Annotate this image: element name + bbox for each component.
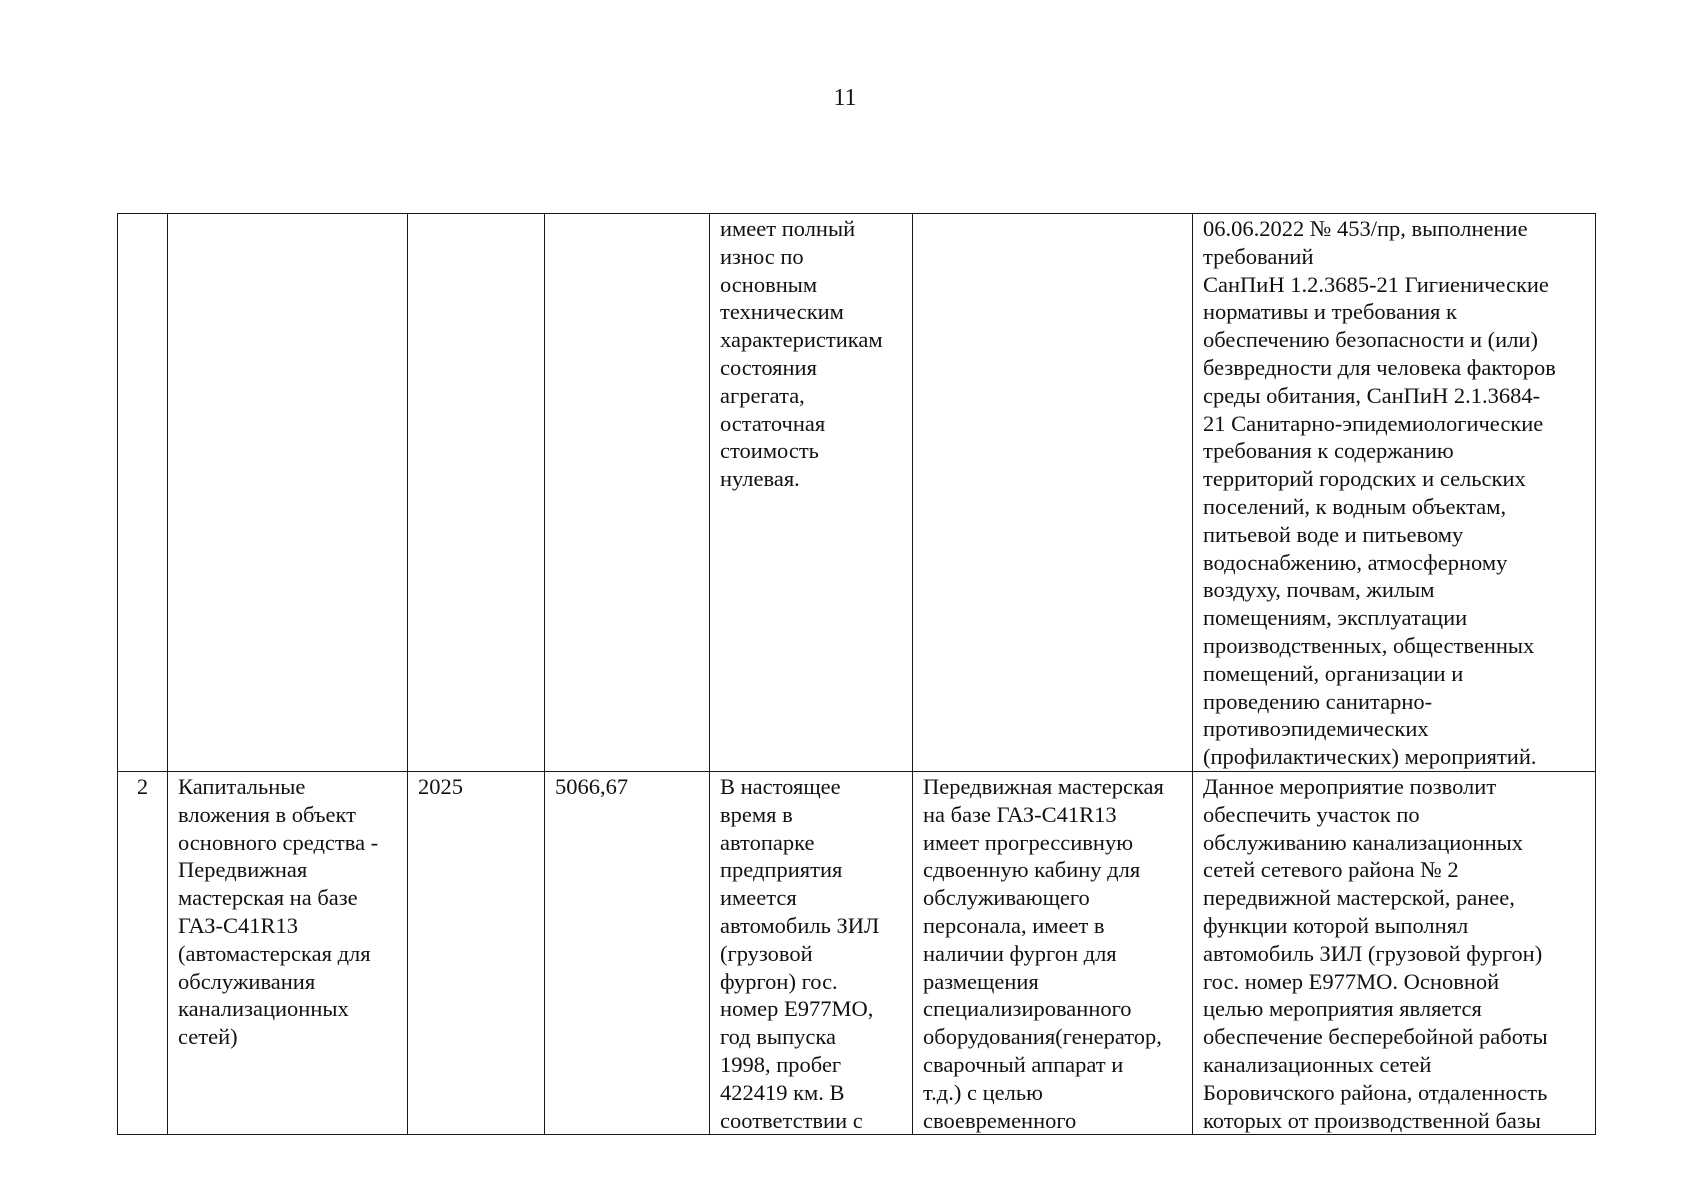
cell-line: характеристикам (720, 327, 883, 353)
cell-line: СанПиН 1.2.3685-21 Гигиенические (1203, 271, 1549, 297)
page-number: 11 (833, 85, 857, 111)
cell-line: автомобиль ЗИЛ (720, 912, 880, 938)
cell-line: 422419 км. В (720, 1079, 845, 1105)
cell-line: (профилактических) мероприятий. (1203, 744, 1537, 770)
cell-line: обеспечение бесперебойной работы (1203, 1024, 1548, 1050)
cell-description (913, 214, 1193, 772)
cell-line: оборудования(генератор, (923, 1024, 1162, 1050)
cell-line: В настоящее (720, 773, 841, 799)
cell-line: Данное мероприятие позволит (1203, 773, 1497, 799)
cell-line: которых от производственной базы (1203, 1107, 1541, 1133)
cell-line: производственных, общественных (1203, 632, 1535, 658)
cell-line: имеется (720, 885, 797, 911)
cell-line: Капитальные (178, 773, 306, 799)
cell-line: автомобиль ЗИЛ (грузовой фургон) (1203, 940, 1543, 966)
cell-line: фургон) гос. (720, 968, 838, 994)
cell-line: среды обитания, СанПиН 2.1.3684- (1203, 382, 1541, 408)
cell-line: остаточная (720, 410, 826, 436)
cell-line: передвижной мастерской, ранее, (1203, 885, 1515, 911)
cell-line: обслуживания (178, 968, 316, 994)
cell-line: (грузовой (720, 940, 813, 966)
measures-table (117, 213, 1596, 1135)
cell-line: ГАЗ-С41R13 (178, 912, 299, 938)
cell-line: нормативы и требования к (1203, 299, 1457, 325)
cell-line: номер Е977МО, (720, 996, 874, 1022)
cell-line: гос. номер Е977МО. Основной (1203, 968, 1500, 994)
cell-line: воздуху, почвам, жилым (1203, 577, 1435, 603)
cell-line: водоснабжению, атмосферному (1203, 549, 1508, 575)
cell-line: основным (720, 271, 818, 297)
cell-current-state (710, 771, 913, 1134)
cell-justification (1193, 771, 1596, 1134)
cell-line: проведению санитарно- (1203, 688, 1433, 714)
cell-line: вложения в объект (178, 801, 357, 827)
cell-line: своевременного (923, 1107, 1077, 1133)
cell-line: износ по (720, 243, 804, 269)
cell-line: (автомастерская для (178, 940, 371, 966)
cell-line: Боровичского района, отдаленность (1203, 1079, 1548, 1105)
cell-line: соответствии с (720, 1107, 863, 1133)
cell-line: автопарке (720, 829, 815, 855)
cell-line: противоэпидемических (1203, 716, 1429, 742)
cell-line: 21 Санитарно-эпидемиологические (1203, 410, 1544, 436)
cell-line: на базе ГАЗ-С41R13 (923, 801, 1117, 827)
cell-line: размещения (923, 968, 1039, 994)
cell-line: имеет полный (720, 216, 856, 241)
cell-line: функции которой выполнял (1203, 912, 1469, 938)
cell-line: требований (1203, 243, 1314, 269)
cell-line: персонала, имеет в (923, 912, 1105, 938)
cell-line: стоимость (720, 438, 819, 464)
cell-line: безвредности для человека факторов (1203, 354, 1556, 380)
cell-name (168, 214, 408, 772)
cell-line: основного средства - (178, 829, 379, 855)
cell-line: нулевая. (720, 466, 800, 492)
cell-line: сварочный аппарат и (923, 1051, 1124, 1077)
cell-justification (1193, 214, 1596, 772)
cell-number (118, 214, 168, 772)
cell-line: поселений, к водным объектам, (1203, 493, 1507, 519)
cell-line: питьевой воде и питьевому (1203, 521, 1464, 547)
cell-amount: 5066,67 (545, 771, 710, 1134)
table-row (118, 771, 1596, 1134)
cell-line: обеспечению безопасности и (или) (1203, 327, 1538, 353)
cell-year (408, 214, 545, 772)
cell-line: агрегата, (720, 382, 805, 408)
cell-line: обеспечить участок по (1203, 801, 1420, 827)
cell-line: требования к содержанию (1203, 438, 1454, 464)
cell-line: Передвижная мастерская (923, 773, 1164, 799)
cell-line: наличии фургон для (923, 940, 1117, 966)
cell-description (913, 771, 1193, 1134)
cell-line: техническим (720, 299, 844, 325)
cell-line: сетей сетевого района № 2 (1203, 857, 1459, 883)
cell-line: 06.06.2022 № 453/пр, выполнение (1203, 216, 1528, 241)
cell-line: мастерская на базе (178, 885, 358, 911)
cell-line: год выпуска (720, 1024, 836, 1050)
cell-line: обслуживающего (923, 885, 1090, 911)
cell-amount (545, 214, 710, 772)
cell-line: канализационных (178, 996, 349, 1022)
cell-line: состояния (720, 354, 817, 380)
cell-line: 1998, пробег (720, 1051, 842, 1077)
cell-year: 2025 (408, 771, 545, 1134)
cell-line: специализированного (923, 996, 1132, 1022)
cell-line: целью мероприятия является (1203, 996, 1482, 1022)
cell-line: т.д.) с целью (923, 1079, 1043, 1105)
cell-line: сетей) (178, 1024, 238, 1050)
cell-line: канализационных сетей (1203, 1051, 1432, 1077)
cell-line: территорий городских и сельских (1203, 466, 1526, 492)
cell-line: обслуживанию канализационных (1203, 829, 1524, 855)
cell-line: сдвоенную кабину для (923, 857, 1141, 883)
cell-line: время в (720, 801, 793, 827)
cell-current-state (710, 214, 913, 772)
cell-line: Передвижная (178, 857, 308, 883)
cell-line: помещений, организации и (1203, 660, 1464, 686)
cell-line: помещениям, эксплуатации (1203, 605, 1468, 631)
cell-line: предприятия (720, 857, 843, 883)
cell-name (168, 771, 408, 1134)
cell-number: 2 (118, 771, 168, 1134)
table-row (118, 214, 1596, 772)
cell-line: имеет прогрессивную (923, 829, 1134, 855)
